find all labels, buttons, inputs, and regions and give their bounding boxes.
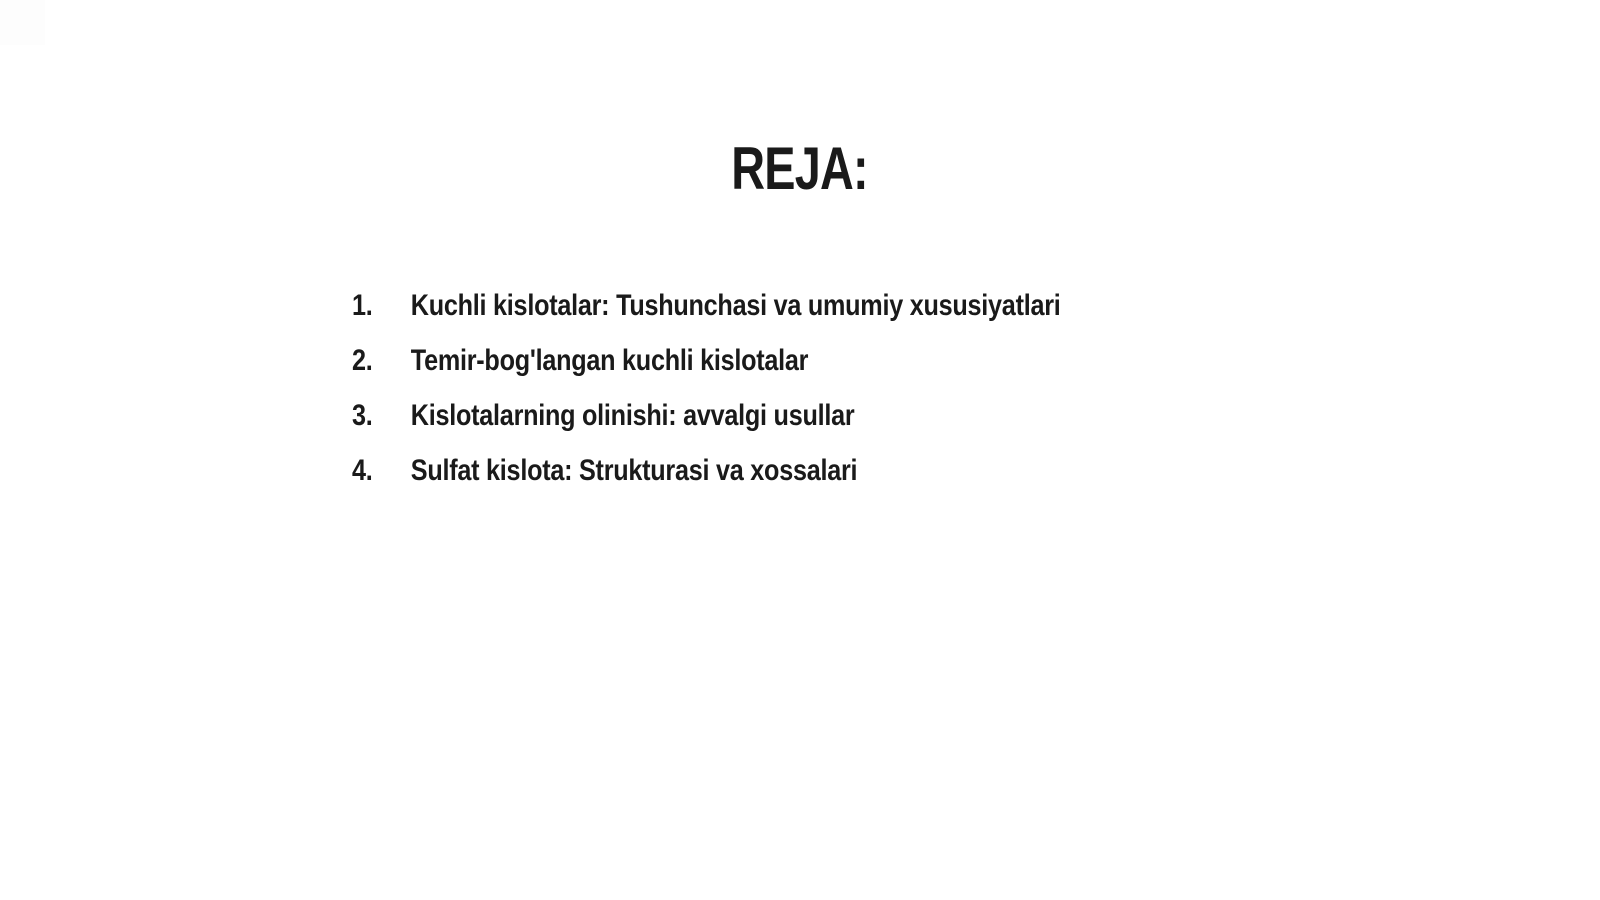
list-item <box>352 344 1061 378</box>
list-item <box>352 399 1061 433</box>
list-item-text: Kislotalarning olinishi: avvalgi usullar <box>410 399 855 432</box>
list-item-number: 1. <box>352 289 373 322</box>
list-item-text: Kuchli kislotalar: Tushunchasi va umumiy xususiyatlari <box>410 289 1061 322</box>
list-item-text: Temir-bog'langan kuchli kislotalar <box>410 344 809 377</box>
numbered-list <box>352 289 1195 509</box>
list-item-text: Sulfat kislota: Strukturasi va xossalari <box>410 454 858 487</box>
list-item <box>352 289 1061 323</box>
slide-title <box>0 135 1600 203</box>
list-item <box>352 454 1061 488</box>
corner-artifact <box>0 0 45 45</box>
list-item-number: 4. <box>352 454 373 487</box>
slide-title-text: REJA: <box>731 135 869 203</box>
list-item-number: 3. <box>352 399 373 432</box>
list-item-number: 2. <box>352 344 373 377</box>
